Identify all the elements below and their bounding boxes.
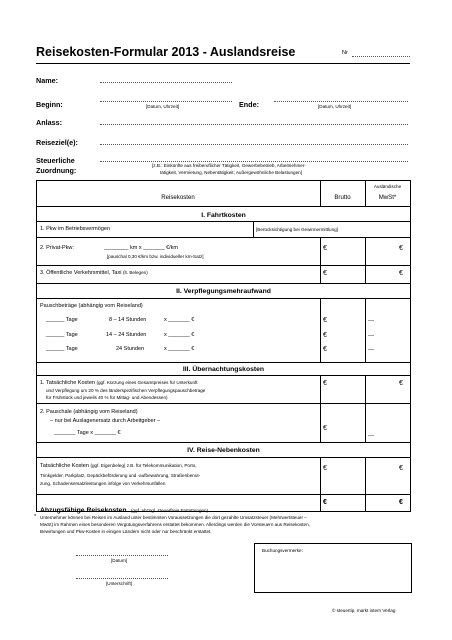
nr-label: Nr bbox=[342, 50, 348, 56]
footnote-line-3: Bewirtungen und Pkw-Kosten in einigen Ländern nicht oder nur beschränkt erstattet. bbox=[40, 529, 212, 534]
table-left-border bbox=[36, 180, 37, 511]
row-neben-bottom bbox=[36, 494, 411, 495]
footnote-line-2: MwSt) im Rahmen eines besonderen Vergütungsverfahrens erstattet bekommen. Allerdings werden die Vorsteuern aus Reisekosten, bbox=[40, 522, 310, 527]
verpflegung-row-1-duration: 8 – 14 Stunden bbox=[109, 317, 147, 323]
col-div-brutto-b bbox=[320, 298, 321, 362]
neben-text: Tatsächliche Kosten bbox=[40, 463, 89, 469]
zuordnung-hint-2: tätigkeit, Vermietung, Nebentätigkeit; Außergewöhnliche Belastungen] bbox=[160, 170, 302, 175]
tatsaechlich-text: 1. Tatsächliche Kosten bbox=[40, 380, 95, 386]
row-oeffentlich-bottom bbox=[36, 283, 411, 284]
neben-mwst-euro[interactable]: € bbox=[399, 465, 403, 472]
col-mwst: MwSt* bbox=[378, 194, 397, 201]
buchungsvermerke-label: Buchungsvermerke: bbox=[262, 548, 303, 553]
verpflegung-row-3-dashes: --- bbox=[368, 346, 375, 353]
header-rule bbox=[36, 63, 410, 64]
zuordnung-hint-1: [z.B.: Einkünfte aus freiberuflicher Tätigkeit, Gewerbebetrieb, Arbeitnehmer- bbox=[152, 163, 306, 168]
zuordnung-label: Zuordnung: bbox=[36, 166, 77, 175]
row-tatsaechlich-bottom bbox=[36, 403, 411, 404]
ende-label: Ende: bbox=[239, 100, 259, 109]
verpflegung-row-3-prefix[interactable]: ______ Tage bbox=[46, 346, 78, 352]
row-verpflegung-bottom bbox=[36, 362, 411, 363]
col-div-mwst-c bbox=[365, 375, 366, 442]
verpflegung-row-1-prefix[interactable]: ______ Tage bbox=[46, 317, 78, 323]
neben-label bbox=[40, 463, 197, 469]
pauschale-line-3[interactable]: _______ Tage x _______ € bbox=[54, 430, 121, 436]
beginn-field[interactable] bbox=[100, 101, 232, 102]
table-right-border bbox=[410, 180, 411, 511]
ende-hint: [Datum, Uhrzeit] bbox=[318, 104, 352, 109]
ende-field[interactable] bbox=[274, 101, 408, 102]
row-pkw-bottom bbox=[36, 237, 411, 238]
tatsaechlich-hint-2: und Verpflegung um 20 % des länderspezifischen Verpflegungspauschbetrage bbox=[46, 388, 206, 393]
verpflegung-row-1-suffix[interactable]: x _______ € bbox=[164, 317, 195, 323]
datum-field[interactable] bbox=[76, 555, 168, 556]
verpflegung-row-3-duration: 24 Stunden bbox=[116, 346, 145, 352]
abzug-brutto-euro[interactable]: € bbox=[323, 499, 327, 506]
reiseziel-label: Reiseziel(e): bbox=[36, 138, 78, 147]
verpflegung-row-2-suffix[interactable]: x _______ € bbox=[164, 332, 195, 338]
section-3-bottom bbox=[36, 375, 411, 376]
name-label: Name: bbox=[36, 76, 58, 85]
copyright: © steuertip, markt intern Verlag bbox=[332, 608, 396, 613]
privat-brutto-euro[interactable]: € bbox=[323, 245, 327, 252]
verpflegung-row-2-prefix[interactable]: ______ Tage bbox=[46, 332, 78, 338]
verpflegung-row-2-dashes: --- bbox=[368, 332, 375, 339]
page-title: Reisekosten-Formular 2013 - Auslandsreise bbox=[36, 45, 296, 59]
col-div-mwst-b bbox=[365, 298, 366, 362]
unterschrift-label: [Unterschrift] bbox=[106, 581, 133, 586]
tatsaechlich-label bbox=[40, 380, 198, 386]
privat-pkw-label: 2. Privat-Pkw: bbox=[40, 245, 74, 251]
tatsaechlich-brutto-euro[interactable]: € bbox=[323, 380, 327, 387]
col-brutto: Brutto bbox=[334, 194, 351, 201]
section-fahrtkosten: I. Fahrtkosten bbox=[201, 212, 246, 219]
section-uebernachtung: III. Übernachtungskosten bbox=[182, 366, 265, 373]
nr-field[interactable] bbox=[352, 50, 410, 57]
verpflegung-row-1-dashes: --- bbox=[368, 317, 375, 324]
pauschale-brutto-euro[interactable]: € bbox=[323, 425, 327, 432]
verpflegung-row-1-euro[interactable]: € bbox=[323, 317, 327, 324]
verpflegung-row-2-duration: 14 – 24 Stunden bbox=[106, 332, 147, 338]
footnote-star: * bbox=[34, 514, 37, 520]
unterschrift-field[interactable] bbox=[76, 578, 168, 579]
privat-pkw-hint: [pauschal 0,30 €/km bzw. individueller km-Satz] bbox=[107, 254, 204, 259]
section-nebenkosten: IV. Reise-Nebenkosten bbox=[187, 447, 260, 454]
section-verpflegung: II. Verpflegungsmehraufwand bbox=[176, 288, 271, 295]
name-field[interactable] bbox=[100, 82, 232, 83]
neben-brutto-euro[interactable]: € bbox=[323, 465, 327, 472]
pkw-betrieb-hint: [Berücksichtigung bei Gewinnermittlung] bbox=[256, 227, 338, 232]
col-div-brutto-c bbox=[320, 375, 321, 442]
header-divider-1 bbox=[320, 180, 321, 206]
table-top-border bbox=[36, 180, 411, 181]
oeffentlich-label bbox=[40, 270, 148, 276]
col-div-mwst-d bbox=[365, 457, 366, 511]
pauschal-label: Pauschbeträge (abhängig vom Reiseland) bbox=[40, 303, 143, 309]
pauschale-line-2: – nur bei Auslagenersatz durch Arbeitgeber – bbox=[50, 418, 161, 424]
tatsaechlich-hint-1: (ggf. Kürzung eines Gesamtpreises für Unterkunft bbox=[96, 380, 198, 385]
section-2-bottom bbox=[36, 298, 411, 299]
col-auslaendische: Ausländische bbox=[373, 184, 402, 189]
zuordnung-field[interactable] bbox=[100, 161, 408, 162]
row-privat-bottom bbox=[36, 265, 411, 266]
neben-line-2: Trinkgelder, Parkplatz, Gepäckbeförderung und -aufbewahrung, Straßenbenut- bbox=[40, 473, 201, 478]
footnote-line-1: Unternehmer können bei Reisen im Ausland unter bestimmten Voraussetzungen die dort gezahlte Umsatzsteuer (Mehrwertsteuer – bbox=[40, 515, 307, 520]
verpflegung-row-3-suffix[interactable]: x _______ € bbox=[164, 346, 195, 352]
verpflegung-row-2-euro[interactable]: € bbox=[323, 332, 327, 339]
oeffentlich-mwst-euro[interactable]: € bbox=[399, 270, 403, 277]
oeffentlich-text: 3. Öffentliche Verkehrsmittel, Taxi bbox=[40, 270, 122, 276]
oeffentlich-hint: (lt. Belegen) bbox=[122, 270, 148, 275]
col-div-mwst-a bbox=[365, 237, 366, 283]
abzug-hint: (ggf. abzügl. steuerfreie Erstattungen) bbox=[130, 508, 209, 513]
beginn-label: Beginn: bbox=[36, 100, 63, 109]
tatsaechlich-mwst-euro[interactable]: € bbox=[399, 380, 403, 387]
beginn-hint: [Datum, Uhrzeit] bbox=[146, 104, 180, 109]
pauschale-dashes: --- bbox=[368, 432, 375, 439]
steuerliche-label: Steuerliche bbox=[36, 156, 75, 165]
col-div-brutto-a bbox=[320, 237, 321, 283]
reiseziel-field[interactable] bbox=[100, 144, 408, 145]
neben-line-3: zung, Schadensersatzleistungen infolge von Verkehrsunfällen bbox=[40, 481, 166, 486]
anlass-label: Anlass: bbox=[36, 118, 62, 127]
privat-pkw-formula[interactable]: ________ km x _______ €/km bbox=[104, 245, 178, 251]
verpflegung-row-3-euro[interactable]: € bbox=[323, 346, 327, 353]
pauschale-label: 2. Pauschale (abhängig vom Reiseland) bbox=[40, 409, 138, 415]
section-4-bottom bbox=[36, 457, 411, 458]
pkw-divider bbox=[253, 221, 254, 237]
col-div-brutto-d bbox=[320, 457, 321, 511]
section-1-bottom bbox=[36, 221, 411, 222]
tatsaechlich-hint-3: für Frühstück und jeweils 40 % für Mittag- und Abendessen) bbox=[46, 395, 168, 400]
pkw-betrieb-label: 1. Pkw im Betriebsvermögen bbox=[40, 226, 110, 232]
neben-hint-1: (ggf. Eigenbeleg) z.B. für Telekommunikation, Porto, bbox=[90, 463, 197, 468]
table-bottom-border bbox=[36, 511, 411, 512]
row-pauschale-bottom bbox=[36, 442, 411, 443]
col-reisekosten: Reisekosten bbox=[161, 194, 195, 201]
header-bottom bbox=[36, 206, 411, 207]
abzug-mwst-euro[interactable]: € bbox=[399, 499, 403, 506]
abzug-label: Abzugsfähige Reisekosten bbox=[40, 507, 127, 514]
anlass-field[interactable] bbox=[100, 124, 408, 125]
privat-mwst-euro[interactable]: € bbox=[399, 245, 403, 252]
oeffentlich-brutto-euro[interactable]: € bbox=[323, 270, 327, 277]
datum-label: [Datum] bbox=[111, 558, 128, 563]
